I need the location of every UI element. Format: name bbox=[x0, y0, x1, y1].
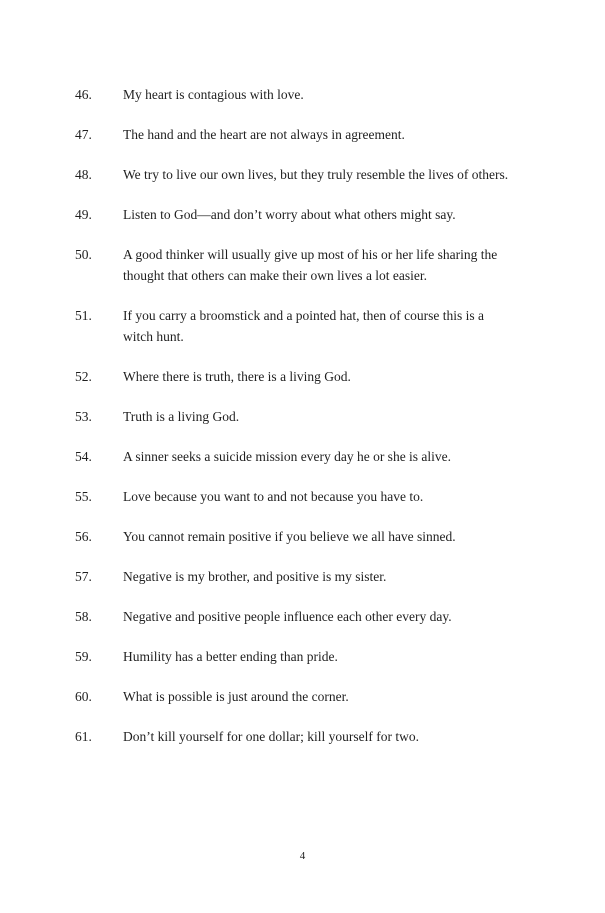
quote-number: 49. bbox=[75, 207, 92, 222]
quote-item bbox=[75, 124, 517, 145]
quote-text: A sinner seeks a suicide mission every day he or she is alive. bbox=[123, 449, 452, 464]
quote-text: Truth is a living God. bbox=[123, 409, 240, 424]
quote-number: 59. bbox=[75, 649, 92, 664]
quote-number: 60. bbox=[75, 689, 92, 704]
quote-item bbox=[75, 566, 517, 587]
quote-text: My heart is contagious with love. bbox=[123, 87, 304, 102]
quote-number: 53. bbox=[75, 409, 92, 424]
quote-item bbox=[75, 486, 517, 507]
quote-item bbox=[75, 526, 517, 547]
quote-item bbox=[75, 446, 517, 467]
quote-text: A good thinker will usually give up most of his or her life sharing the thought that others can make their own lives a lot easier. bbox=[123, 247, 498, 283]
quote-text: Listen to God—and don’t worry about what others might say. bbox=[123, 207, 456, 222]
quote-number: 54. bbox=[75, 449, 92, 464]
quote-item bbox=[75, 646, 517, 667]
quote-number: 46. bbox=[75, 87, 92, 102]
quote-item bbox=[75, 305, 517, 347]
quote-number: 50. bbox=[75, 247, 92, 262]
quote-item bbox=[75, 164, 517, 185]
quote-number: 55. bbox=[75, 489, 92, 504]
quote-number: 48. bbox=[75, 167, 92, 182]
quote-list bbox=[75, 84, 517, 747]
quote-item bbox=[75, 244, 517, 286]
quote-item bbox=[75, 686, 517, 707]
quote-text: Negative and positive people influence each other every day. bbox=[123, 609, 452, 624]
quote-number: 52. bbox=[75, 369, 92, 384]
quote-number: 47. bbox=[75, 127, 92, 142]
quote-text: Love because you want to and not because you have to. bbox=[123, 489, 424, 504]
quote-text: Humility has a better ending than pride. bbox=[123, 649, 338, 664]
quote-text: What is possible is just around the corner. bbox=[123, 689, 349, 704]
quote-text: Where there is truth, there is a living God. bbox=[123, 369, 351, 384]
quote-item bbox=[75, 606, 517, 627]
quote-number: 51. bbox=[75, 308, 92, 323]
quote-item bbox=[75, 84, 517, 105]
quote-item bbox=[75, 366, 517, 387]
quote-number: 56. bbox=[75, 529, 92, 544]
quote-text: You cannot remain positive if you believe we all have sinned. bbox=[123, 529, 456, 544]
page-number: 4 bbox=[299, 850, 306, 862]
quote-text: Don’t kill yourself for one dollar; kill yourself for two. bbox=[123, 729, 419, 744]
quote-item bbox=[75, 726, 517, 747]
quote-number: 58. bbox=[75, 609, 92, 624]
quote-item bbox=[75, 204, 517, 225]
quote-text: If you carry a broomstick and a pointed hat, then of course this is a witch hunt. bbox=[123, 308, 485, 344]
quote-text: The hand and the heart are not always in agreement. bbox=[123, 127, 405, 142]
quote-number: 61. bbox=[75, 729, 92, 744]
quote-text: We try to live our own lives, but they truly resemble the lives of others. bbox=[123, 167, 509, 182]
quote-number: 57. bbox=[75, 569, 92, 584]
quote-item bbox=[75, 406, 517, 427]
quote-text: Negative is my brother, and positive is my sister. bbox=[123, 569, 387, 584]
book-page bbox=[75, 84, 517, 766]
